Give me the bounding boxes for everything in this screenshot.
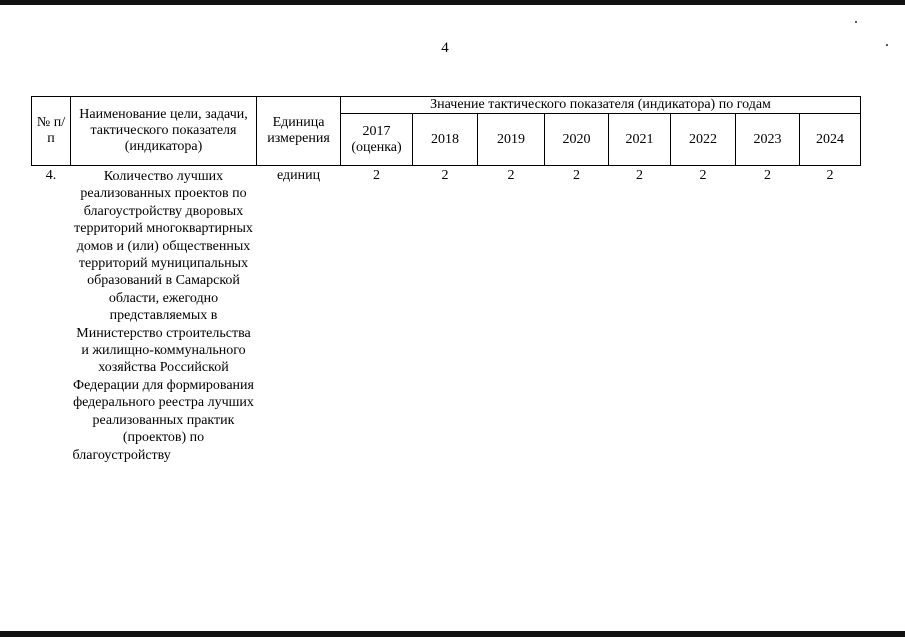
header-year: 2023 [736, 114, 800, 166]
header-year: 2021 [609, 114, 671, 166]
header-year: 2018 [413, 114, 478, 166]
row-value: 2 [764, 168, 771, 183]
header-years-group: Значение тактического показателя (индикатора) по годам [341, 97, 861, 114]
row-indicator-name: Количество лучших реализованных проектов по благоустройству дворовых территорий многоквартирных домов и (или) общественных территорий муниципальных образований в Самарской области, ежегодно представляемых в Министерство строительства и жилищно-коммунального хозяйства Российской Федерации для формирования федерального реестра лучших реализованных практик (проектов) по благоустройству [72, 169, 254, 463]
scan-edge-bottom [0, 631, 905, 637]
row-value: 2 [636, 168, 643, 183]
header-name: Наименование цели, задачи, тактического показателя (индикатора) [71, 97, 257, 166]
row-value: 2 [826, 168, 834, 183]
row-value: 2 [441, 168, 449, 183]
header-year: 2017 (оценка) [341, 114, 413, 166]
row-num: 4. [45, 168, 57, 183]
row-unit: единиц [276, 168, 321, 183]
scan-speck [855, 21, 857, 23]
row-value: 2 [373, 168, 380, 183]
indicator-table [31, 96, 861, 464]
page-number: 4 [441, 40, 449, 56]
header-num: № п/п [32, 97, 71, 166]
row-value: 2 [573, 168, 580, 183]
row-value: 2 [699, 168, 707, 183]
row-value: 2 [507, 168, 515, 183]
scan-speck [886, 44, 888, 46]
header-unit: Единица измерения [257, 97, 341, 166]
header-year: 2019 [478, 114, 545, 166]
header-year: 2022 [671, 114, 736, 166]
scan-edge-top [0, 0, 905, 5]
header-year: 2020 [545, 114, 609, 166]
table-row [32, 166, 861, 464]
header-row-top [32, 97, 861, 114]
header-year: 2024 [800, 114, 861, 166]
